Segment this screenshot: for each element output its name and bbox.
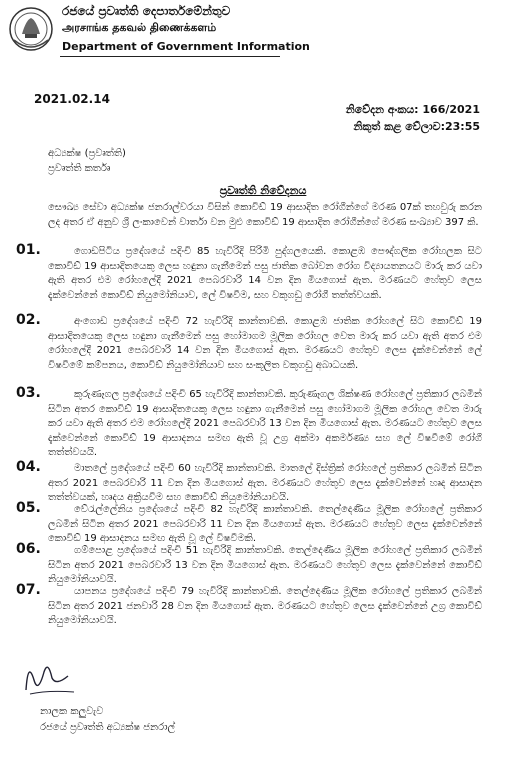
release-time: නිකුත් කළ වේලාව:23:55	[353, 120, 480, 133]
item-text: කුරුණෑගල ප්‍රදේශයේ පදිංචි 65 හැවිරිදි කාන්තාවකි. කුරුණෑගල ශික්ෂණ රෝහලේ ප්‍රතිකාර ලබමින් සිටින අතර කොවිඩ් 19 ආසාදිතයෙකු ලෙස හඳුනා ගැනීමෙන් පසු හෝමාගම මූලික රෝහල වෙත මාරු කර යවා ඇති අතර එම රෝහලේදී 2021 පෙබරවාරි 13 වන දින මියගොස් ඇත. මරණයට හේතුව ලෙස දැක්වෙන්නේ කොවිඩ් 19 ආසාදනය සමඟ ඇති වූ උග්‍ර අක්මා අකර්මණ්‍ය සහ ලේ විෂවීමේ රෝගී තත්ත්වයයි.	[48, 389, 482, 458]
header-english: Department of Government Information	[62, 40, 310, 53]
header-tamil: அரசாங்க தகவல் திணைக்களம்	[62, 21, 217, 34]
item-text: වේරැල්ලේනිය ප්‍රදේශයේ පදිංචි 82 හැවිරිදි කාන්තාවකි. තෙල්දෙණිය මූලික රෝහලේ ප්‍රතිකාර ලබමින් සිටින අතර 2021 පෙබරවාරි 11 වන දින මියගොස් ඇත. මරණයට හේතුව ලෙස දැක්වෙන්නේ කොවිඩ් 19 ආසාදනය සමඟ ඇති වූ ලේ විෂවීමකි.	[48, 504, 482, 544]
item-number: 04.	[16, 459, 41, 475]
item-number: 06.	[16, 541, 41, 557]
list-item	[16, 541, 482, 588]
document-title: ප්‍රවෘත්ති නිවේදනය	[219, 184, 307, 197]
recipient-editor: ප්‍රවෘත්ති කර්තෘ	[48, 163, 111, 174]
item-number: 03.	[16, 385, 41, 401]
signatory-name: නාලක කලුවැව	[40, 706, 104, 717]
list-item	[16, 312, 482, 373]
recipient-director: අධ්‍යක්ෂ (ප්‍රවෘත්ති)	[48, 148, 126, 159]
signatory-title: රජයේ ප්‍රවෘත්ති අධ්‍යක්ෂ ජනරාල්	[40, 722, 176, 733]
item-number: 07.	[16, 582, 41, 598]
header-divider	[60, 56, 280, 57]
item-number: 02.	[16, 312, 41, 328]
item-number: 05.	[16, 500, 41, 516]
government-emblem-icon	[8, 4, 54, 54]
list-item	[16, 385, 482, 461]
list-item	[16, 242, 482, 303]
item-text: මාතලේ ප්‍රදේශයේ පදිංචි 60 හැවිරිදි කාන්තාවකි. මාතලේ දිස්ත්‍රික් රෝහලේ ප්‍රතිකාර ලබමින් සිටින අතර 2021 පෙබරවාරි 11 වන දින මියගොස් ඇත. මරණයට හේතුව ලෙස දැක්වෙන්නේ හෘද ආසාදන තත්ත්වයක්, හෘදය අක්‍රියවීම සහ කොවිඩ් නියුමෝනියාවයි.	[48, 463, 482, 503]
release-number: නිවේදන අංකය: 166/2021	[345, 103, 480, 116]
list-item	[16, 459, 482, 506]
list-item	[16, 500, 482, 547]
item-text: ගම්පොළ ප්‍රදේශයේ පදිංචි 51 හැවිරිදි කාන්තාවකි. තෙල්දෙණිය මූලික රෝහලේ ප්‍රතිකාර ලබමින් සිටින අතර 2021 පෙබරවාරි 13 වන දින මියගොස් ඇත. මරණයට හේතුව ලෙස දැක්වෙන්නේ කොවිඩ් නියුමෝනියාවයි.	[48, 545, 482, 585]
list-item	[16, 582, 482, 629]
item-text: ගොඩපිටිය ප්‍රදේශයේ පදිංචි 85 හැවිරිදි පිරිමි පුද්ගලයෙකි. කොළඹ පෞද්ගලික රෝහලක සිට කොවිඩ් 19 ආසාදිතයෙකු ලෙස හඳුනා ගැනීමෙන් පසු ජාතික බෝවන රෝග විද්‍යායතනයට මාරු කර යවා ඇති අතර එම රෝහලේදී 2021 පෙබරවාරි 14 වන දින මියගොස් ඇත. මරණයට හේතුව ලෙස දැක්වෙන්නේ කොවිඩ් නියුමෝනියාව, ලේ විෂවීම, සහ වකුගඩු රෝගී තත්ත්වයකි.	[48, 246, 482, 301]
intro-paragraph: සෞඛ්‍ය සේවා අධ්‍යක්ෂ ජනරාල්වරයා විසින් කොවිඩ් 19 ආසාදිත රෝගීන්ගේ මරණ 07ක් තහවුරු කරන ලද අතර ඒ අනුව ශ්‍රී ලංකාවෙන් වාර්තා වන මුළු කොවිඩ් 19 ආසාදිත රෝගීන්ගේ මරණ සංඛ්‍යාව 397 කි.	[48, 202, 482, 228]
item-text: අංගොඩ ප්‍රදේශයේ පදිංචි 72 හැවිරිදි කාන්තාවකි. කොළඹ ජාතික රෝහලේ සිට කොවිඩ් 19 ආසාදිතයෙකු ලෙස හඳුනා ගැනීමෙන් පසු හෝමාගම මූලික රෝහල වෙත මාරු කර යවා ඇති අතර එම රෝහලේදී 2021 පෙබරවාරි 14 වන දින මියගොස් ඇත. මරණයට හේතුව ලෙස දැක්වෙන්නේ ලේ විෂවීමේ කම්පනය, කොවිඩ් නියුමෝනියාව සහ සංකූලිත වකුගඩු අබාධයකි.	[48, 316, 482, 371]
handwritten-signature-icon	[18, 650, 78, 698]
item-number: 01.	[16, 242, 41, 258]
release-date: 2021.02.14	[34, 92, 110, 106]
header-sinhala: රජයේ ප්‍රවෘත්ති දෙපාර්තමේන්තුව	[62, 4, 231, 18]
item-text: යාපනය ප්‍රදේශයේ පදිංචි 79 හැවිරිදි කාන්තාවකි. තෙල්දෙණිය මූලික රෝහලේ ප්‍රතිකාර ලබමින් සිටින අතර 2021 ජනවාරි 28 වන දින මියගොස් ඇත. මරණයට හේතුව ලෙස දැක්වෙන්නේ උග්‍ර කොවිඩ් නියුමෝනියාවයි.	[48, 586, 482, 626]
